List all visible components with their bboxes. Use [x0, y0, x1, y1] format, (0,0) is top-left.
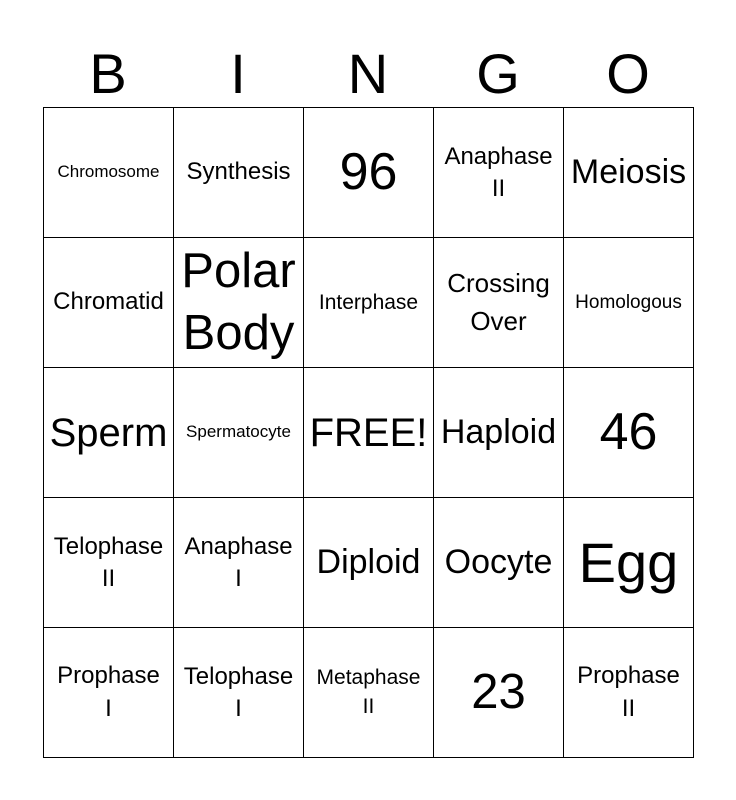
bingo-cell[interactable]: [304, 108, 434, 238]
cell-label: Haploid: [440, 412, 557, 451]
bingo-cell[interactable]: [174, 108, 304, 238]
bingo-cell[interactable]: [564, 238, 694, 368]
bingo-cell[interactable]: [564, 498, 694, 628]
cell-label: Anaphase I: [184, 533, 293, 592]
cell-label: Homologous: [575, 291, 682, 313]
cell-label: 96: [339, 142, 398, 201]
cell-label: Egg: [578, 530, 679, 594]
cell-label: Synthesis: [186, 158, 291, 186]
bingo-cell[interactable]: [44, 498, 174, 628]
bingo-cell[interactable]: [434, 628, 564, 758]
bingo-cell[interactable]: [564, 108, 694, 238]
bingo-board: [43, 107, 694, 758]
cell-label: Crossing Over: [447, 267, 550, 336]
cell-label: Interphase: [318, 290, 419, 314]
bingo-cell[interactable]: [304, 238, 434, 368]
bingo-cell[interactable]: [174, 368, 304, 498]
bingo-cell[interactable]: [44, 238, 174, 368]
bingo-cell[interactable]: [44, 368, 174, 498]
header-letter-n: N: [347, 42, 389, 105]
bingo-cell[interactable]: [564, 628, 694, 758]
header-letter-g: G: [476, 42, 520, 105]
bingo-cell[interactable]: [304, 498, 434, 628]
cell-label: FREE!: [309, 410, 428, 455]
cell-label: Oocyte: [444, 542, 553, 581]
bingo-cell[interactable]: [174, 628, 304, 758]
cell-label: Sperm: [49, 410, 168, 455]
cell-label: Polar Body: [181, 244, 296, 360]
bingo-cell[interactable]: [44, 108, 174, 238]
cell-label: Prophase I: [57, 662, 160, 722]
bingo-cell[interactable]: [434, 238, 564, 368]
header-letter-b: B: [89, 42, 127, 105]
cell-label: 46: [599, 402, 658, 461]
header-letter-i: I: [230, 42, 246, 105]
header-letter-o: O: [606, 42, 650, 105]
bingo-header: [43, 44, 693, 104]
bingo-cell[interactable]: [434, 498, 564, 628]
cell-label: Diploid: [316, 542, 421, 581]
bingo-cell[interactable]: [174, 238, 304, 368]
cell-label: Spermatocyte: [186, 422, 291, 442]
bingo-cell[interactable]: [304, 628, 434, 758]
cell-label: Telophase II: [53, 533, 164, 592]
cell-label: 23: [471, 664, 526, 719]
cell-label: Prophase II: [577, 662, 680, 722]
cell-label: Telophase I: [183, 663, 294, 722]
bingo-cell[interactable]: [174, 498, 304, 628]
bingo-cell[interactable]: [564, 368, 694, 498]
bingo-cell[interactable]: [44, 628, 174, 758]
cell-label: Anaphase II: [444, 143, 553, 202]
bingo-cell[interactable]: [304, 368, 434, 498]
cell-label: Meiosis: [570, 152, 687, 191]
bingo-cell[interactable]: [434, 108, 564, 238]
cell-label: Chromatid: [53, 288, 164, 316]
cell-label: Chromosome: [57, 162, 160, 182]
cell-label: Metaphase II: [316, 666, 421, 718]
bingo-cell[interactable]: [434, 368, 564, 498]
